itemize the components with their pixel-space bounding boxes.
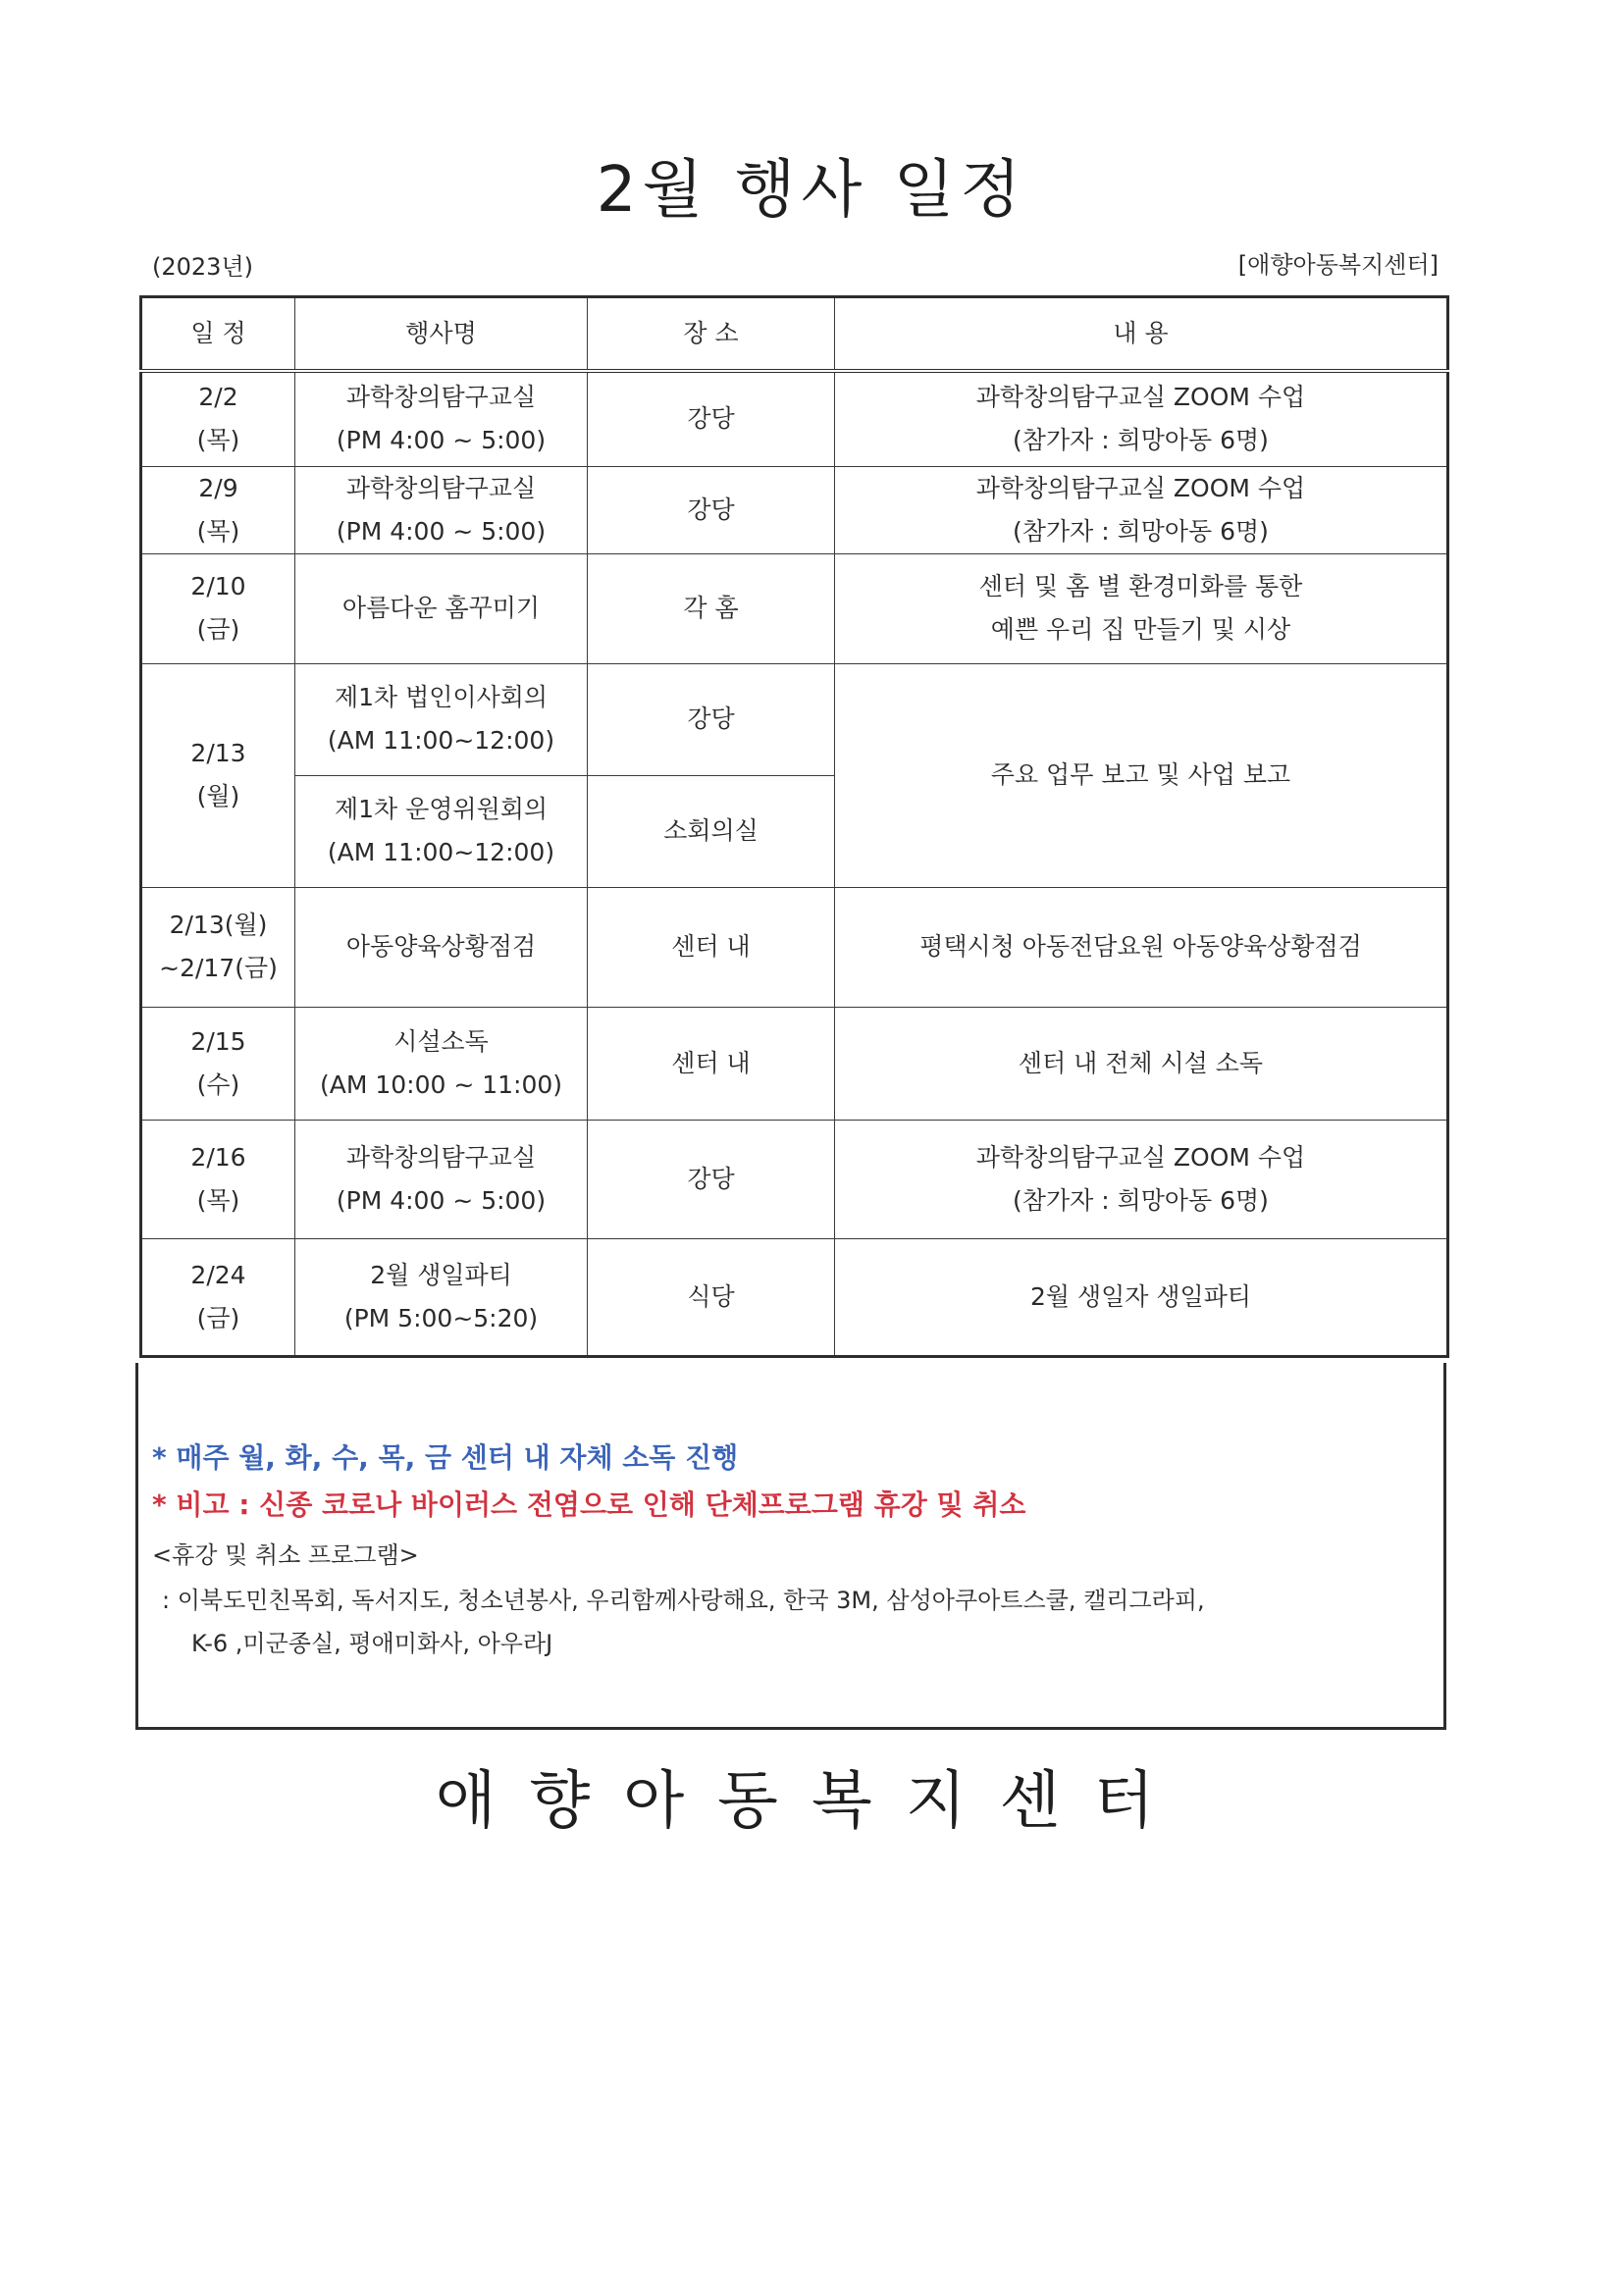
place-cell: 강당 [588, 1120, 835, 1238]
place-cell: 소회의실 [588, 775, 835, 887]
content-cell [835, 1120, 1448, 1238]
column-header-date: 일 정 [141, 297, 295, 372]
content-cell: 2월 생일자 생일파티 [835, 1238, 1448, 1356]
event-cell [295, 1238, 588, 1356]
event-name: 과학창의탐구교실 [345, 473, 537, 502]
content-text: 예쁜 우리 집 만들기 및 시상 [990, 615, 1291, 644]
event-cell: 아름다운 홈꾸미기 [295, 553, 588, 663]
content-cell [835, 371, 1448, 466]
event-name: 2월 생일파티 [370, 1260, 512, 1289]
date-text: 2/13 [190, 739, 246, 767]
event-name: 제1차 법인이사회의 [334, 683, 549, 711]
organization-label: [애향아동복지센터] [1237, 251, 1439, 279]
date-cell [141, 1120, 295, 1238]
content-text: (참가자 : 희망아동 6명) [1013, 1185, 1269, 1215]
date-text: 2/9 [198, 473, 238, 502]
content-cell [835, 466, 1448, 553]
table-row [141, 887, 1448, 1007]
event-time: (AM 11:00~12:00) [327, 838, 555, 866]
place-cell: 강당 [588, 466, 835, 553]
event-name: 과학창의탐구교실 [345, 383, 537, 412]
event-time: (AM 11:00~12:00) [327, 726, 555, 755]
content-text: (참가자 : 희망아동 6명) [1013, 426, 1269, 455]
event-time: (PM 5:00~5:20) [343, 1303, 539, 1332]
content-text: 센터 및 홈 별 환경미화를 통한 [978, 572, 1303, 600]
column-header-content: 내 용 [835, 297, 1448, 372]
date-text: 2/16 [190, 1142, 246, 1172]
table-row [141, 663, 1448, 775]
event-time: (PM 4:00 ~ 5:00) [336, 516, 547, 546]
schedule-table [139, 295, 1449, 1358]
content-cell: 주요 업무 보고 및 사업 보고 [835, 663, 1448, 887]
content-text: 과학창의탐구교실 ZOOM 수업 [975, 1142, 1306, 1172]
weekday-text: (목) [196, 426, 240, 455]
place-cell: 식당 [588, 1238, 835, 1356]
weekday-text: (금) [196, 615, 240, 644]
table-row [141, 1007, 1448, 1120]
table-row [141, 371, 1448, 466]
content-cell: 평택시청 아동전담요원 아동양육상황점검 [835, 887, 1448, 1007]
place-cell: 각 홈 [588, 553, 835, 663]
date-cell [141, 371, 295, 466]
event-time: (PM 4:00 ~ 5:00) [336, 426, 547, 455]
date-text: 2/15 [190, 1026, 246, 1056]
event-cell [295, 663, 588, 775]
content-text: 과학창의탐구교실 ZOOM 수업 [975, 383, 1306, 412]
date-cell [141, 887, 295, 1007]
date-text: 2/24 [190, 1260, 246, 1289]
date-text: ~2/17(금) [159, 954, 278, 982]
content-text: (참가자 : 희망아동 6명) [1013, 516, 1269, 546]
event-cell [295, 466, 588, 553]
cancelled-programs-list-continued: K-6 ,미군종실, 평애미화사, 아우라J [191, 1630, 553, 1657]
table-row [141, 553, 1448, 663]
year-label: (2023년) [152, 253, 253, 281]
event-time: (AM 10:00 ~ 11:00) [319, 1070, 563, 1099]
table-row [141, 466, 1448, 553]
event-time: (PM 4:00 ~ 5:00) [336, 1185, 547, 1215]
event-name: 시설소독 [393, 1026, 489, 1056]
weekday-text: (월) [196, 782, 240, 810]
date-cell [141, 466, 295, 553]
content-cell [835, 553, 1448, 663]
place-cell: 강당 [588, 663, 835, 775]
table-row [141, 1238, 1448, 1356]
date-cell [141, 1007, 295, 1120]
weekday-text: (목) [196, 1185, 240, 1215]
place-cell: 강당 [588, 371, 835, 466]
event-cell [295, 371, 588, 466]
event-name: 제1차 운영위원회의 [334, 795, 549, 823]
table-row [141, 1120, 1448, 1238]
date-cell [141, 1238, 295, 1356]
date-cell [141, 663, 295, 887]
notes-box [135, 1363, 1446, 1730]
cancelled-programs-heading: <휴강 및 취소 프로그램> [152, 1541, 419, 1569]
table-header-row [141, 297, 1448, 372]
date-text: 2/2 [198, 383, 238, 412]
weekday-text: (수) [196, 1070, 240, 1099]
event-name: 과학창의탐구교실 [345, 1142, 537, 1172]
event-cell [295, 1007, 588, 1120]
content-text: 과학창의탐구교실 ZOOM 수업 [975, 473, 1306, 502]
date-cell [141, 553, 295, 663]
footer-organization-name: 애향아동복지센터 [435, 1765, 1188, 1838]
date-text: 2/13(월) [169, 911, 268, 939]
weekday-text: (목) [196, 516, 240, 546]
column-header-place: 장 소 [588, 297, 835, 372]
event-cell: 아동양육상황점검 [295, 887, 588, 1007]
event-cell [295, 1120, 588, 1238]
page-title: 2월 행사 일정 [596, 154, 1027, 227]
date-text: 2/10 [190, 572, 246, 600]
cancelled-programs-list: : 이북도민친목회, 독서지도, 청소년봉사, 우리함께사랑해요, 한국 3M, 삼성아쿠아트스쿨, 캘리그라피, [162, 1587, 1205, 1614]
place-cell: 센터 내 [588, 1007, 835, 1120]
place-cell: 센터 내 [588, 887, 835, 1007]
weekly-disinfection-note: * 매주 월, 화, 수, 목, 금 센터 내 자체 소독 진행 [152, 1441, 739, 1474]
event-cell [295, 775, 588, 887]
weekday-text: (금) [196, 1303, 240, 1332]
content-cell: 센터 내 전체 시설 소독 [835, 1007, 1448, 1120]
remark-note: * 비고 : 신종 코로나 바이러스 전염으로 인해 단체프로그램 휴강 및 취소 [152, 1488, 1026, 1521]
column-header-event: 행사명 [295, 297, 588, 372]
